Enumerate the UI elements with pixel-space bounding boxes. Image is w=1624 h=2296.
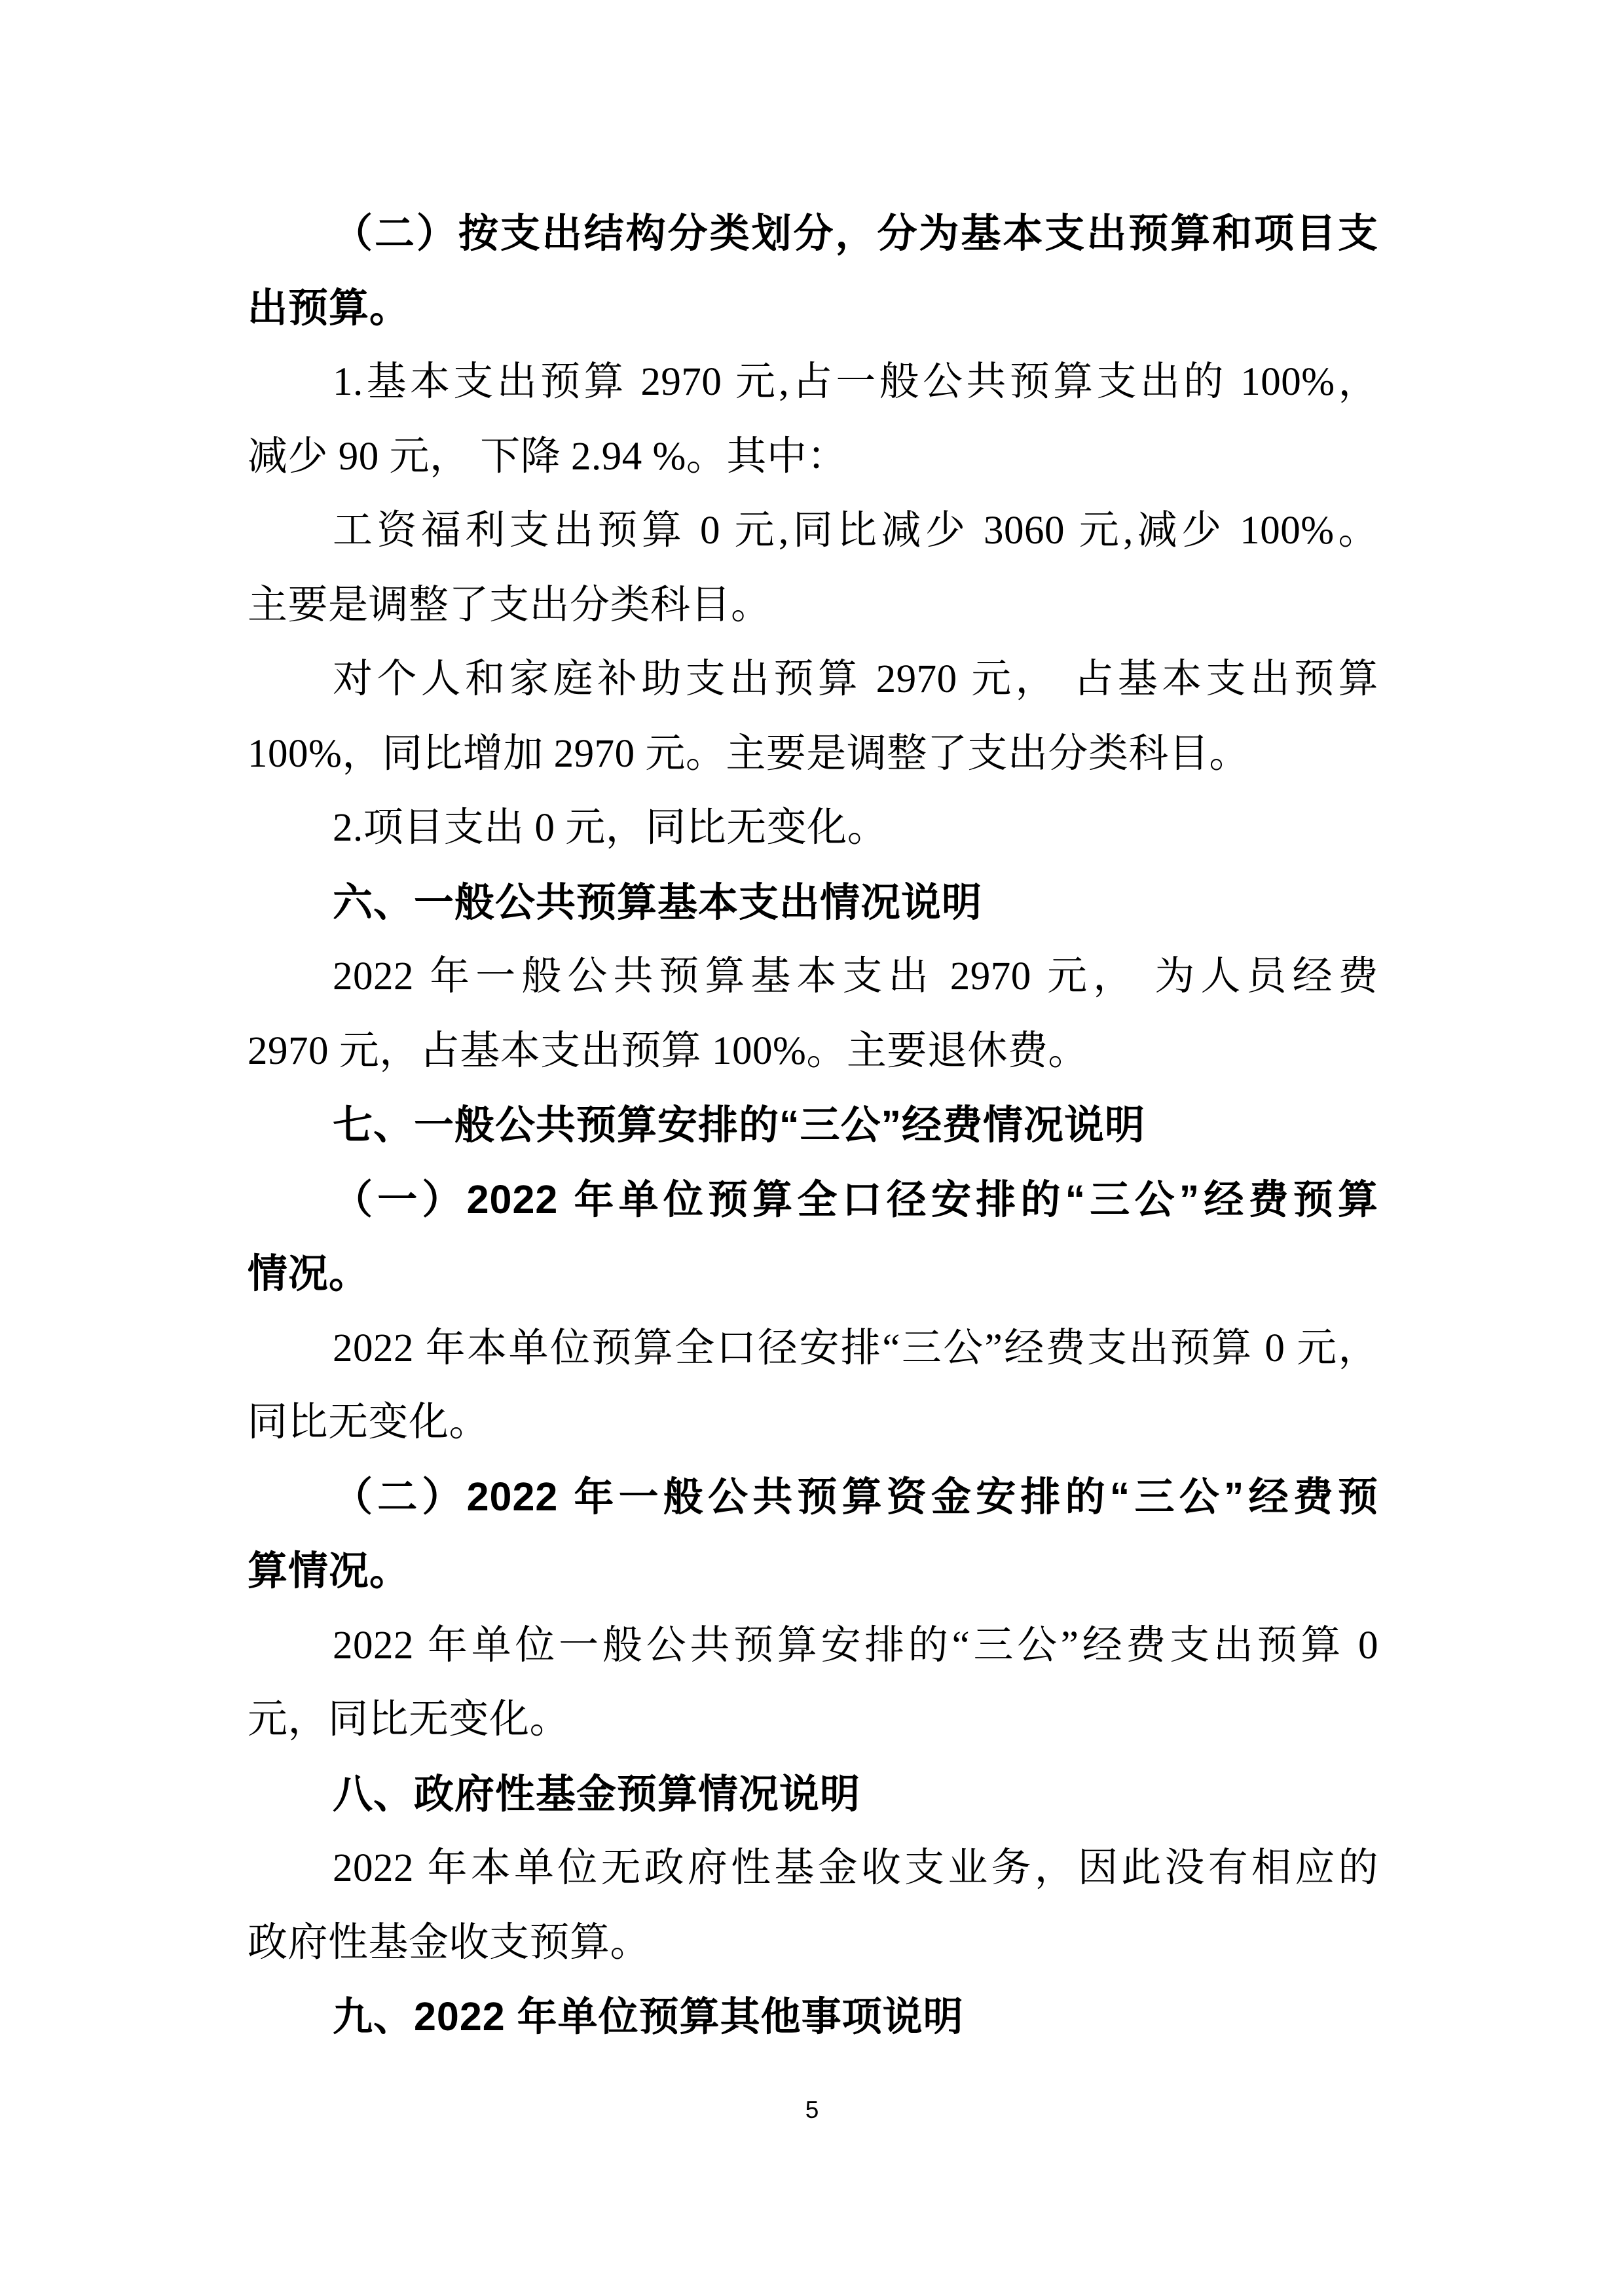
text-line: 2022 年单位一般公共预算安排的“三公”经费支出预算 0 [333, 1623, 1378, 1667]
text-line: 1.基本支出预算 2970 元,占一般公共预算支出的 100%， [333, 360, 1378, 404]
text-line: 2.项目支出 0 元，同比无变化。 [333, 806, 888, 850]
page-number: 5 [805, 2096, 819, 2123]
text-line: 2022 年本单位预算全口径安排“三公”经费支出预算 0 元， [333, 1326, 1378, 1370]
sub-heading: （二）2022 年一般公共预算资金安排的“三公”经费预 [333, 1474, 1378, 1519]
text-line: 同比无变化。 [248, 1400, 490, 1444]
text-line: 100%，同比增加 2970 元。主要是调整了支出分类科目。 [248, 731, 1249, 776]
section-heading: 八、政府性基金预算情况说明 [333, 1771, 861, 1816]
section-heading: 七、一般公共预算安排的“三公”经费情况说明 [333, 1102, 1146, 1147]
text-line: 工资福利支出预算 0 元,同比减少 3060 元,减少 100%。 [333, 509, 1378, 553]
text-line: 减少 90 元， 下降 2.94 %。其中： [248, 434, 847, 479]
text-line: 2970 元，占基本支出预算 100%。主要退休费。 [248, 1029, 1088, 1073]
sub-heading: （一）2022 年单位预算全口径安排的“三公”经费预算 [333, 1176, 1378, 1222]
text-line: 2022 年本单位无政府性基金收支业务，因此没有相应的 [333, 1846, 1378, 1890]
sub-heading: 算情况。 [248, 1548, 411, 1593]
text-line: （二）按支出结构分类划分，分为基本支出预算和项目支 [333, 211, 1378, 255]
text-line: 出预算。 [248, 285, 411, 330]
text-line: 对个人和家庭补助支出预算 2970 元， 占基本支出预算 [333, 657, 1378, 701]
text-line: 主要是调整了支出分类科目。 [248, 583, 771, 627]
section-heading: 六、一般公共预算基本支出情况说明 [333, 879, 983, 924]
sub-heading: 情况。 [248, 1251, 370, 1296]
text-line: 2022 年一般公共预算基本支出 2970 元， 为人员经费 [333, 955, 1378, 998]
text-line: 政府性基金收支预算。 [248, 1920, 651, 1965]
section-heading: 九、2022 年单位预算其他事项说明 [333, 1994, 964, 2039]
text-line: 元，同比无变化。 [248, 1698, 570, 1741]
document-body [248, 196, 1378, 2054]
